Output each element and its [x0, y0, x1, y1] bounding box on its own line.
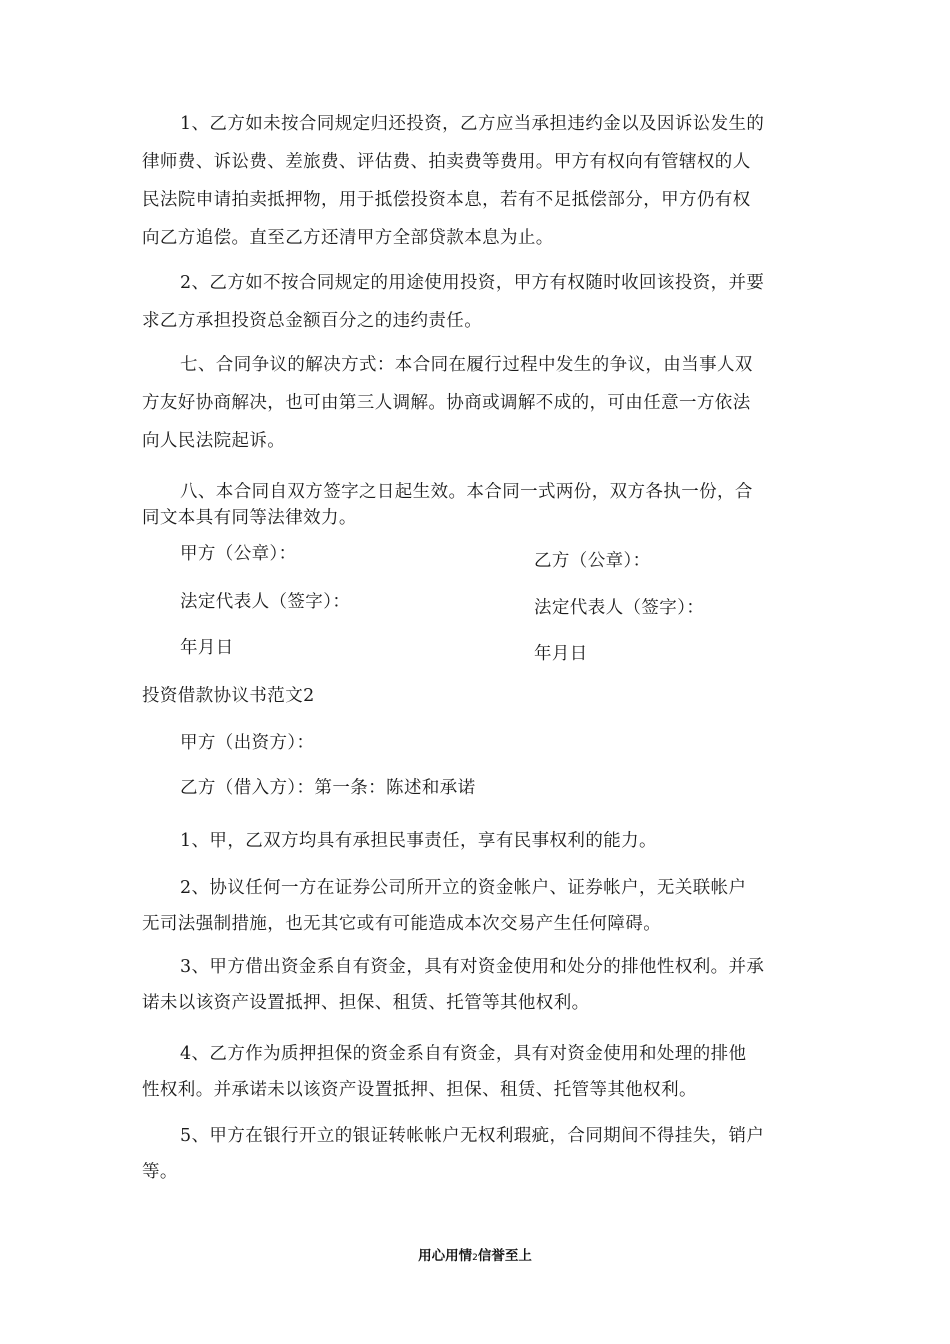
paragraph-line: 2、协议任何一方在证券公司所开立的资金帐户、证券帐户，无关联帐户 [180, 878, 747, 898]
paragraph-line: 七、合同争议的解决方式：本合同在履行过程中发生的争议，由当事人双 [180, 355, 753, 375]
paragraph-line: 3、甲方借出资金系自有资金，具有对资金使用和处分的排他性权利。并承 [180, 957, 765, 977]
footer-left-text: 用心用情 [418, 1248, 473, 1264]
paragraph-line: 求乙方承担投资总金额百分之的违约责任。 [142, 311, 483, 331]
paragraph-line: 方友好协商解决，也可由第三人调解。协商或调解不成的，可由任意一方依法 [142, 393, 751, 413]
party-a-line: 甲方（出资方）： [180, 733, 315, 753]
paragraph-line: 无司法强制措施，也无其它或有可能造成本次交易产生任何障碍。 [142, 914, 662, 934]
party-b-seal-label: 乙方（公章）： [534, 551, 651, 571]
paragraph-line: 性权利。并承诺未以该资产设置抵押、担保、租赁、托管等其他权利。 [142, 1080, 697, 1100]
party-a-seal-label: 甲方（公章）： [180, 544, 297, 564]
paragraph-line: 律师费、诉讼费、差旅费、评估费、拍卖费等费用。甲方有权向有管辖权的人 [142, 152, 751, 172]
page-footer [0, 1244, 950, 1264]
paragraph-line: 2、乙方如不按合同规定的用途使用投资，甲方有权随时收回该投资，并要 [180, 273, 765, 293]
footer-right-text: 信誉至上 [477, 1248, 532, 1264]
paragraph-line: 民法院申请拍卖抵押物，用于抵偿投资本息，若有不足抵偿部分，甲方仍有权 [142, 190, 751, 210]
paragraph-line: 4、乙方作为质押担保的资金系自有资金，具有对资金使用和处理的排他 [180, 1044, 747, 1064]
page-number: 2 [472, 1253, 478, 1263]
party-b-date-label: 年月日 [534, 644, 588, 664]
paragraph-line: 诺未以该资产设置抵押、担保、租赁、托管等其他权利。 [142, 993, 590, 1013]
paragraph-line: 八、本合同自双方签字之日起生效。本合同一式两份，双方各执一份，合 [180, 482, 753, 502]
paragraph-line: 1、乙方如未按合同规定归还投资，乙方应当承担违约金以及因诉讼发生的 [180, 114, 765, 134]
party-b-line: 乙方（借入方）：第一条：陈述和承诺 [180, 778, 476, 798]
paragraph-line: 5、甲方在银行开立的银证转帐帐户无权利瑕疵，合同期间不得挂失，销户 [180, 1126, 765, 1146]
paragraph-line: 等。 [142, 1162, 178, 1182]
paragraph-line: 向人民法院起诉。 [142, 431, 286, 451]
party-a-date-label: 年月日 [180, 638, 234, 658]
party-b-rep-label: 法定代表人（签字）： [534, 598, 705, 618]
section-title: 投资借款协议书范文2 [142, 686, 315, 706]
paragraph-line: 向乙方追偿。直至乙方还清甲方全部贷款本息为止。 [142, 228, 554, 248]
paragraph-line: 同文本具有同等法律效力。 [142, 508, 357, 528]
party-a-rep-label: 法定代表人（签字）： [180, 592, 351, 612]
paragraph-line: 1、甲，乙双方均具有承担民事责任，享有民事权利的能力。 [180, 831, 657, 851]
